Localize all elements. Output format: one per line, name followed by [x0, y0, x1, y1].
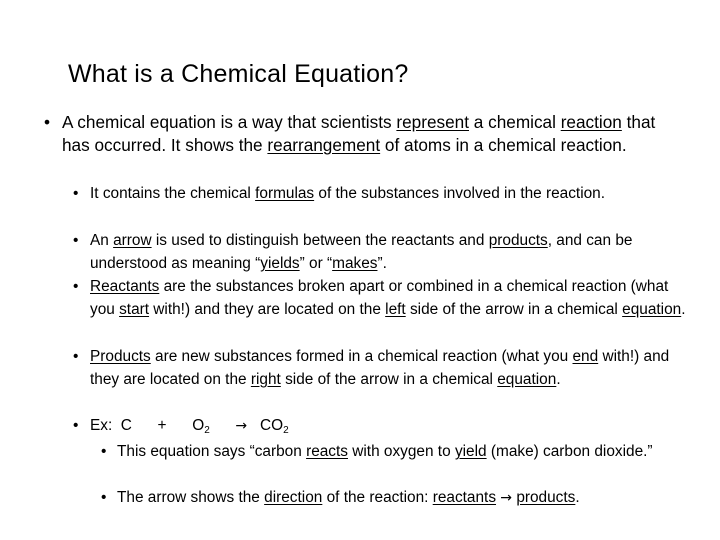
sub-bullet-text: An arrow is used to distinguish between the reactants and products, and can be understood as meaning “yields” or “makes”. [90, 232, 633, 272]
example-equation: Ex: C + $O_2$ → $CO_2$ [90, 417, 289, 436]
sub-sub-bullet-text: This equation says “carbon reacts with oxygen to yield (make) carbon dioxide.” [117, 443, 653, 460]
bullet-icon: • [44, 112, 51, 132]
bullet-icon: • [73, 185, 79, 202]
main-bullet [44, 111, 684, 157]
sub-bullet-arrow [73, 229, 693, 275]
slide-title: What is a Chemical Equation? [68, 60, 409, 88]
sub-bullet-text: Products are new substances formed in a chemical reaction (what you end with!) and they are located on the right side of the arrow in a chemical equation. [90, 348, 670, 388]
sub-sub-bullet-text: The arrow shows the direction of the reaction: reactants → products. [117, 489, 580, 506]
bullet-icon: • [73, 232, 79, 249]
main-bullet-text: A chemical equation is a way that scientists represent a chemical reaction that has occurred. It shows the rearrangement of atoms in a chemical reaction. [62, 112, 656, 155]
arrow-icon: → [500, 490, 513, 506]
sub-bullet-text: It contains the chemical formulas of the substances involved in the reaction. [90, 185, 606, 202]
sub-bullet-text: Reactants are the substances broken apart or combined in a chemical reaction (what you start with!) and they are located on the left side of the arrow in a chemical equation. [90, 278, 686, 318]
sub-bullet-reactants [73, 275, 693, 321]
arrow-icon: → [235, 418, 248, 434]
sub-sub-bullet-direction [101, 486, 691, 510]
bullet-icon: • [73, 278, 79, 295]
sub-bullet-example [73, 414, 693, 438]
bullet-icon: • [73, 348, 79, 365]
sub-bullet-formulas [73, 182, 693, 205]
bullet-icon: • [101, 489, 107, 506]
bullet-icon: • [101, 443, 107, 460]
sub-sub-bullet-meaning [101, 440, 691, 463]
bullet-icon: • [73, 417, 79, 434]
sub-bullet-products [73, 345, 693, 391]
